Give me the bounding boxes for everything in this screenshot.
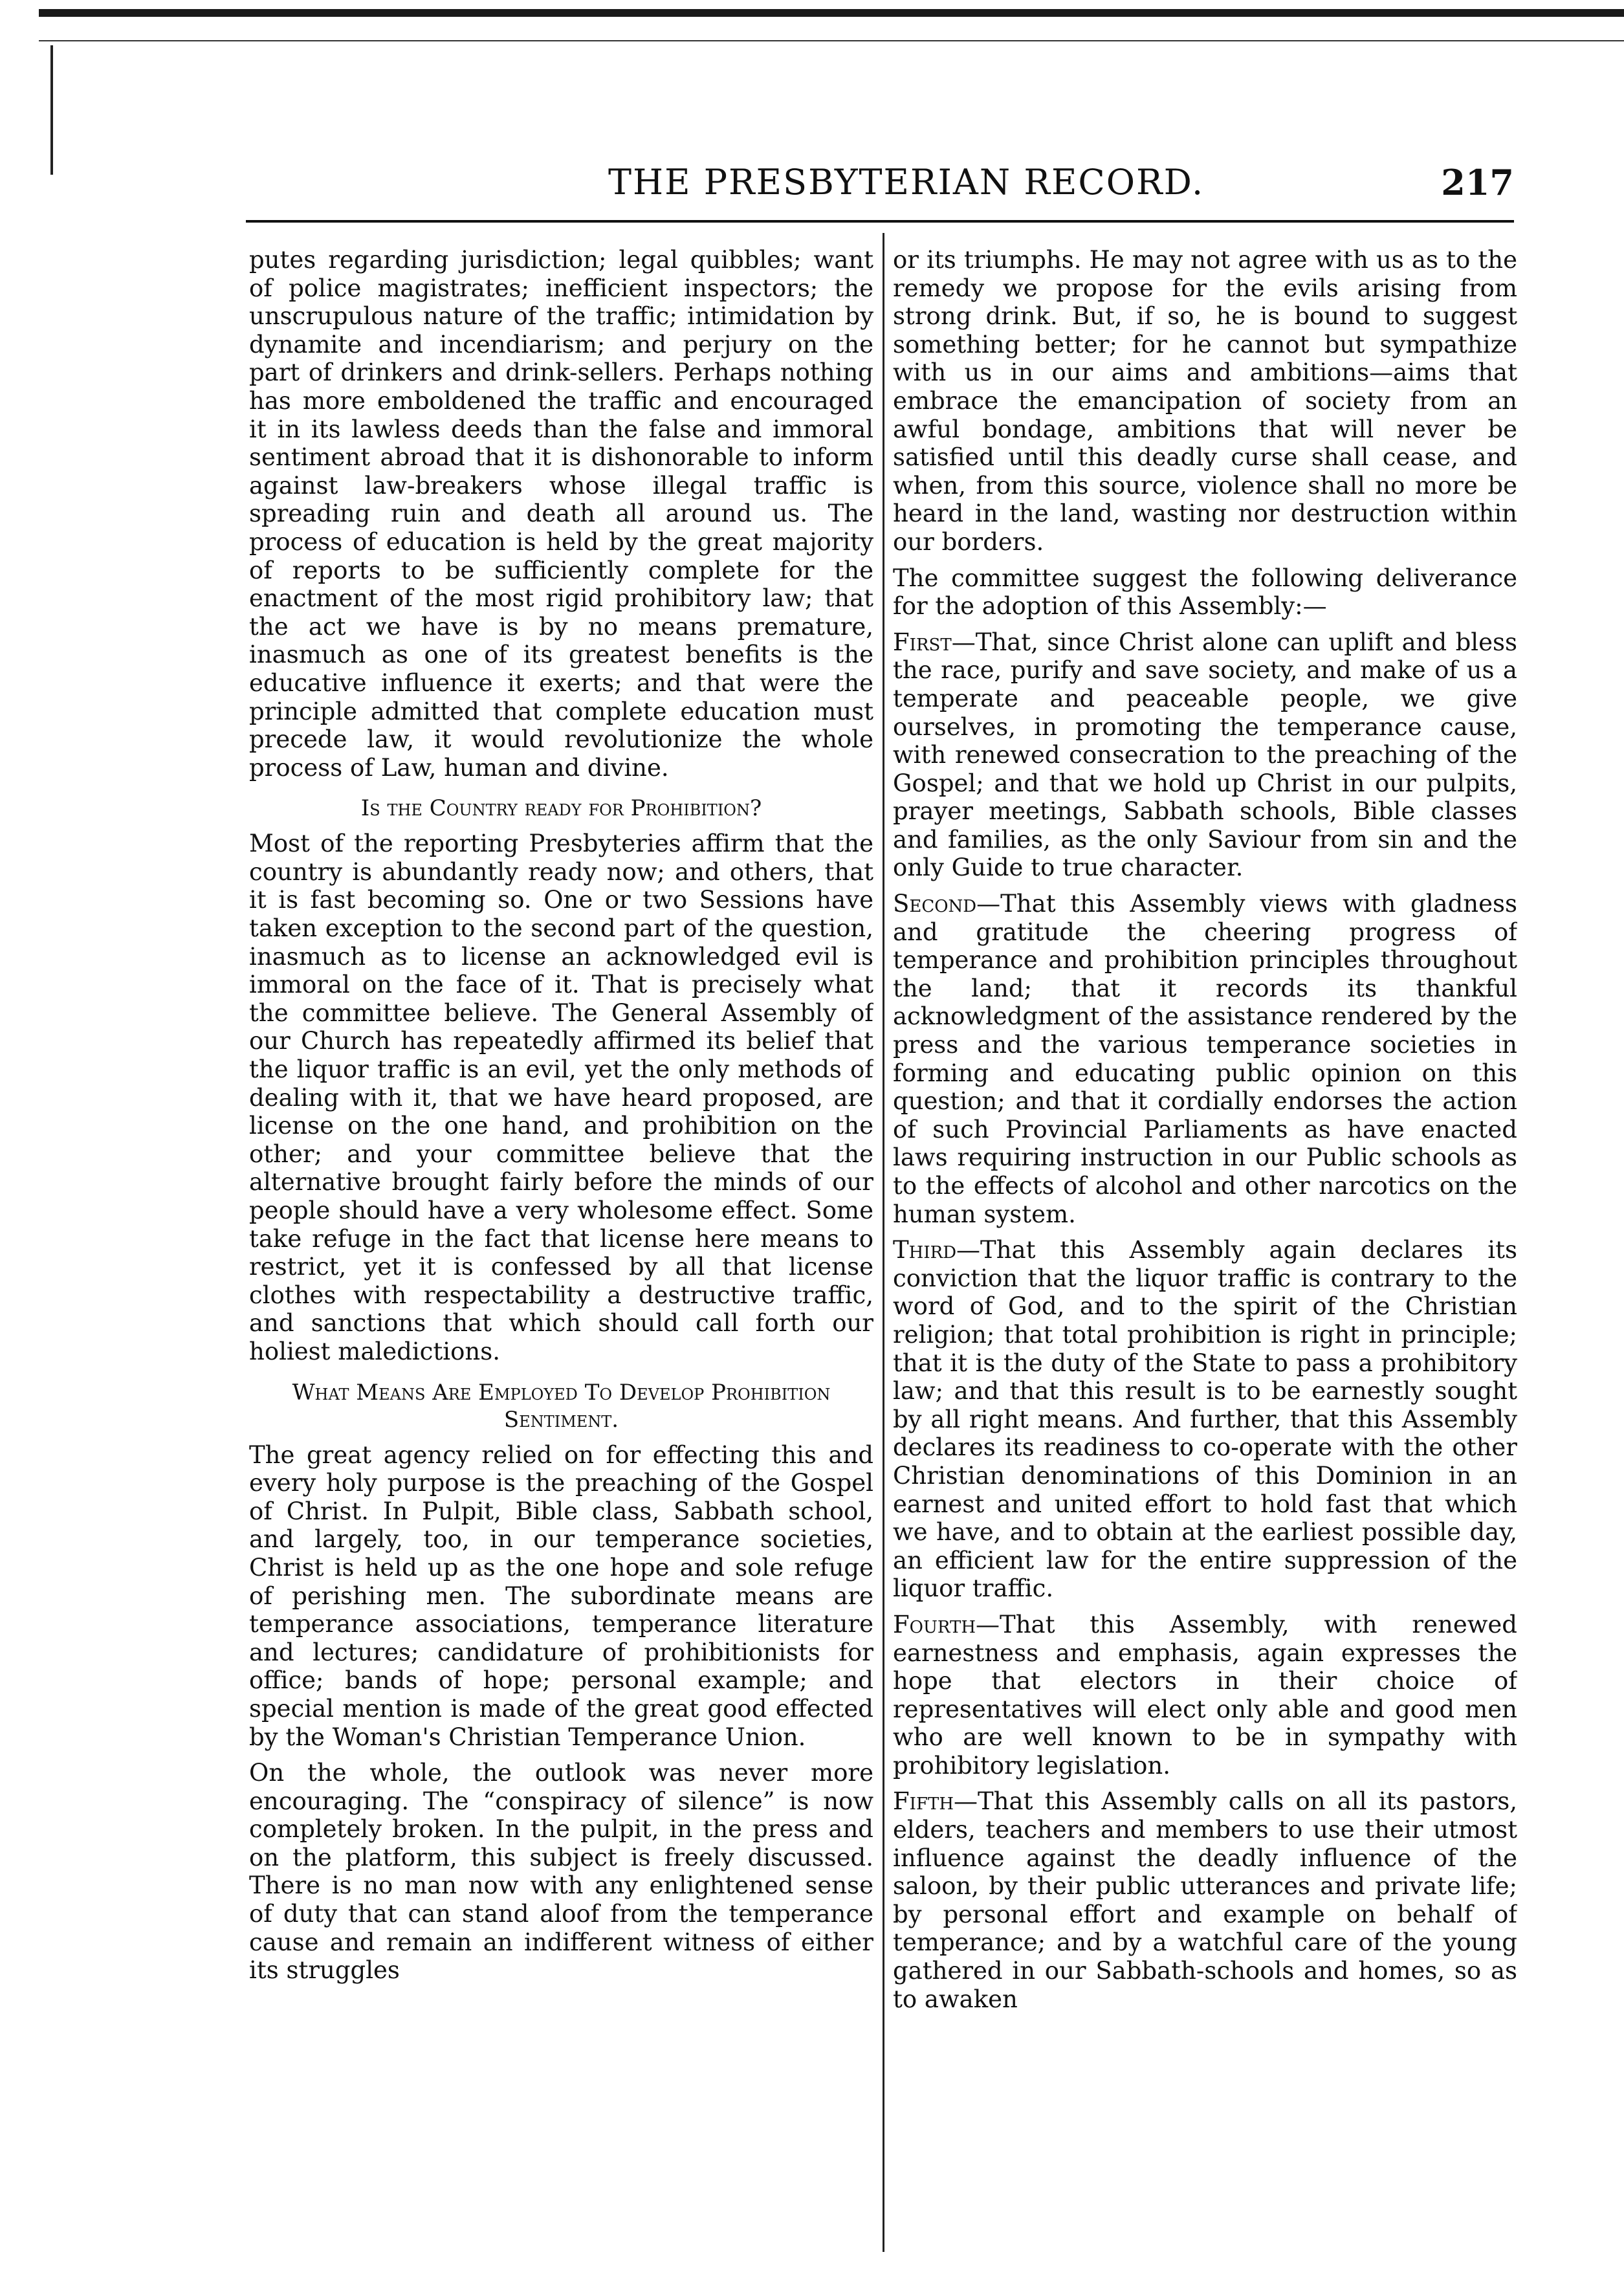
top-border-rule bbox=[39, 9, 1624, 17]
paragraph: On the whole, the outlook was never more encouraging. The “conspiracy of silence” is now completely broken. In the pulpit, in the press and on the platform, this subject is freely discussed. There is no man now with any enlightened sense of duty that can stand aloof from the temperance cause and remain an indifferent witness of either its struggles bbox=[249, 1759, 873, 1985]
paragraph: or its triumphs. He may not agree with us as to the remedy we propose for the evils arising from strong drink. But, if so, he is bound to suggest something better; for he cannot but sympathize with us in our aims and ambitions—aims that embrace the emancipation of society from an awful bondage, ambitions that will never be satisfied until this deadly curse shall cease, and when, from this source, violence shall no more be heard in the land, wasting nor destruction within our borders. bbox=[893, 246, 1517, 556]
resolution-fourth bbox=[893, 1611, 1517, 1780]
resolution-text: —That this Assembly again declares its conviction that the liquor traffic is contrary to the word of God, and to the spirit of the Christian religion; that total prohibition is right in principle; that it is the duty of the State to pass a prohibitory law; and that this result is to be earnestly sought by all right means. And further, that this Assembly declares its readiness to co-operate with the other Christian denominations of this Dominion in an earnest and united effort to hold fast that which we have, and to obtain at the earliest possible day, an efficient law for the entire suppression of the liquor traffic. bbox=[893, 1236, 1517, 1603]
section-heading: What Means Are Employed To Develop Prohibition Sentiment. bbox=[292, 1379, 831, 1433]
page-header bbox=[246, 162, 1514, 214]
resolution-text: —That this Assembly calls on all its pastors, elders, teachers and members to use their utmost influence against the deadly influence of the saloon, by their public utterances and private life; by personal effort and example on behalf of temperance; and by a watchful care of the young gathered in our Sabbath-schools and homes, so as to awaken bbox=[893, 1787, 1517, 2013]
resolution-second bbox=[893, 890, 1517, 1228]
resolution-lead: Second bbox=[893, 890, 977, 918]
resolution-lead: Third bbox=[893, 1236, 957, 1264]
resolution-text: —That this Assembly, with renewed earnestness and emphasis, again expresses the hope that electors in their choice of representatives will elect only able and good men who are well known to be in sympathy with prohibitory legislation. bbox=[893, 1610, 1517, 1780]
page-number: 217 bbox=[1441, 162, 1514, 203]
paragraph: The great agency relied on for effecting this and every holy purpose is the preaching of the Gospel of Christ. In Pulpit, Bible class, Sabbath school, and largely, too, in our temperance societies, Christ is held up as the one hope and sole refuge of perishing men. The subordinate means are temperance associations, temperance literature and lectures; candidature of prohibitionists for office; bands of hope; personal example; and special mention is made of the great good effected by the Woman's Christian Temperance Union. bbox=[249, 1440, 873, 1751]
resolution-fifth bbox=[893, 1787, 1517, 2013]
resolution-text: —That, since Christ alone can uplift and bless the race, purify and save society, and make of us a temperate and peaceable people, we give ourselves, in promoting the temperance cause, with renewed consecration to the preaching of the Gospel; and that we hold up Christ in our pulpits, prayer meetings, Sabbath schools, Bible classes and families, as the only Saviour from sin and the only Guide to true character. bbox=[893, 628, 1517, 882]
resolution-text: —That this Assembly views with gladness and gratitude the cheering progress of temperance and prohibition principles throughout the land; that it records its thankful acknowledgment of the assistance rendered by the press and the various temperance societies in forming and educating public opinion on this question; and that it cordially endorses the action of such Provincial Parliaments as have enacted laws requiring instruction in our Public schools as to the effects of alcohol and other narcotics on the human system. bbox=[893, 890, 1517, 1228]
resolution-lead: Fourth bbox=[893, 1610, 976, 1638]
resolution-lead: Fifth bbox=[893, 1787, 954, 1816]
paragraph: The committee suggest the following deliverance for the adoption of this Assembly:— bbox=[893, 564, 1517, 621]
resolution-lead: First bbox=[893, 628, 952, 656]
right-column bbox=[893, 246, 1517, 2252]
paragraph: Most of the reporting Presbyteries affirm that the country is abundantly ready now; and others, that it is fast becoming so. One or two Sessions have taken exception to the second part of the question, inasmuch as to license an acknowledged evil is immoral on the face of it. That is precisely what the committee believe. The General Assembly of our Church has repeatedly affirmed its belief that the liquor traffic is an evil, yet the only methods of dealing with it, that we have heard proposed, are license on the one hand, and prohibition on the other; and your committee believe that the alternative brought fairly before the minds of our people should have a very wholesome effect. Some take refuge in the fact that license here means to restrict, yet it is confessed by all that license clothes with respectability a destructive traffic, and sanctions that which should call forth our holiest maledictions. bbox=[249, 830, 873, 1365]
resolution-third bbox=[893, 1236, 1517, 1603]
running-title: THE PRESBYTERIAN RECORD. bbox=[608, 162, 1205, 203]
header-rule bbox=[246, 220, 1514, 223]
column-divider bbox=[883, 233, 884, 2252]
left-edge-mark bbox=[50, 45, 53, 175]
left-column bbox=[249, 246, 873, 2252]
section-heading: Is the Country ready for Prohibition? bbox=[360, 795, 762, 822]
resolution-first bbox=[893, 628, 1517, 882]
top-thin-rule bbox=[39, 40, 1624, 41]
paragraph: putes regarding jurisdiction; legal quibbles; want of police magistrates; inefficient inspectors; the unscrupulous nature of the traffic; intimidation by dynamite and incendiarism; and perjury on the part of drinkers and drink-sellers. Perhaps nothing has more emboldened the traffic and encouraged it in its lawless deeds than the false and immoral sentiment abroad that it is dishonorable to inform against law-breakers whose illegal traffic is spreading ruin and death all around us. The process of education is held by the great majority of reports to be sufficiently complete for the enactment of the most rigid prohibitory law; that the act we have is by no means premature, inasmuch as one of its greatest benefits is the educative influence it exerts; and that were the principle admitted that complete education must precede law, it would revolutionize the whole process of Law, human and divine. bbox=[249, 246, 873, 782]
